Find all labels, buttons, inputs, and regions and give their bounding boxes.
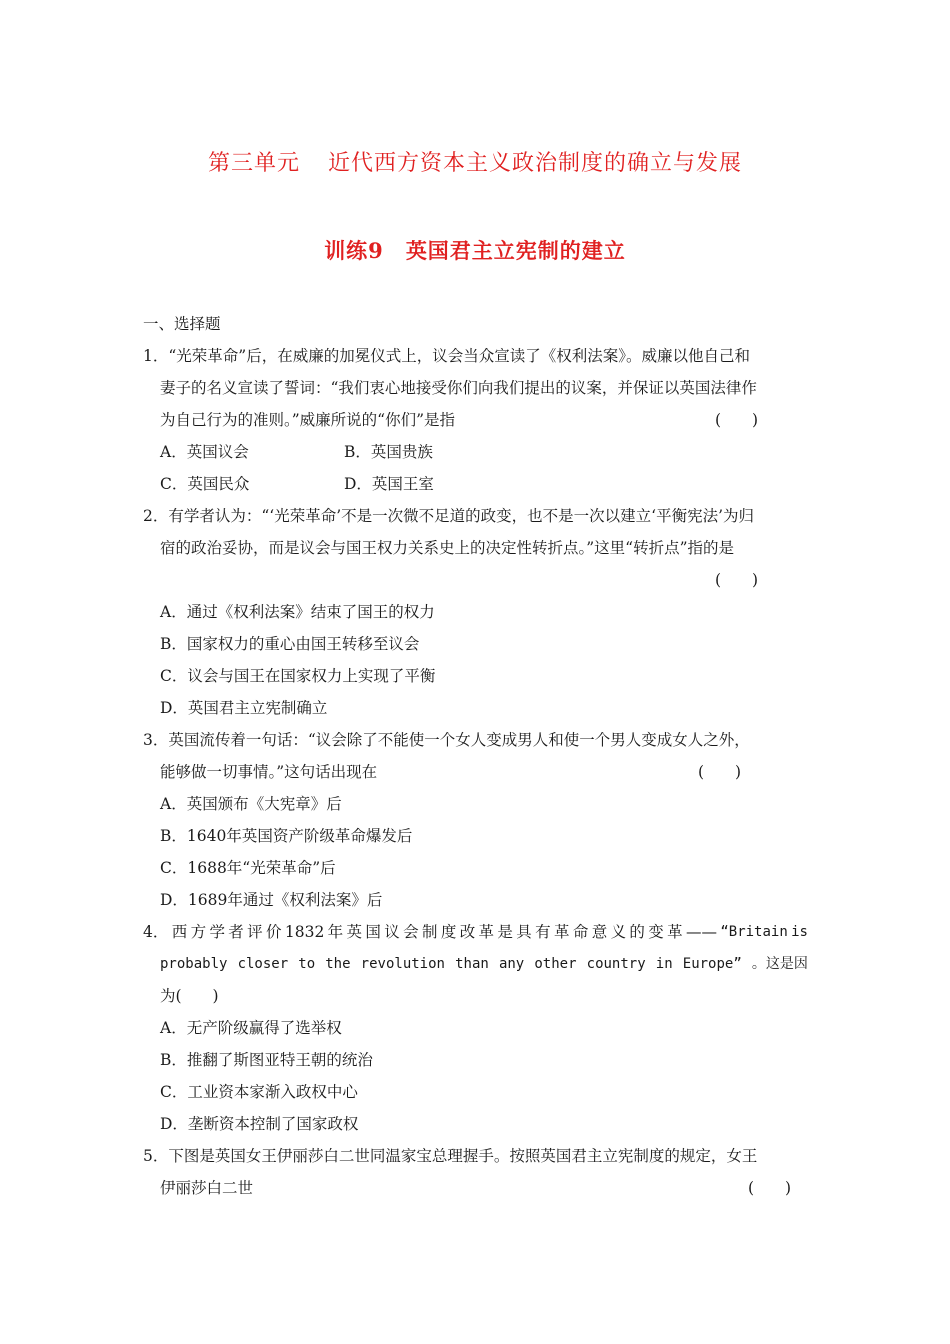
question-4	[143, 916, 808, 1140]
question-text-line	[143, 564, 808, 596]
question-text: 为自己行为的准则。”威廉所说的“你们”是指	[160, 411, 456, 429]
option-a[interactable]: A．无产阶级赢得了选举权	[160, 1019, 342, 1037]
question-text-line: 5．下图是英国女王伊丽莎白二世同温家宝总理握手。按照英国君主立宪制度的规定，女王	[143, 1147, 758, 1165]
option-row	[143, 468, 808, 500]
option-d[interactable]: D．1689年通过《权利法案》后	[160, 891, 383, 909]
option-a[interactable]: A．通过《权利法案》结束了国王的权力	[160, 603, 435, 621]
question-text-token: 改	[459, 923, 476, 941]
question-text-token: 命	[572, 923, 589, 941]
question-text-token: 的	[629, 923, 645, 941]
question-text-token: probably	[160, 956, 228, 972]
question-text-line: 妻子的名义宣读了誓词：“我们衷心地接受你们向我们提出的议案，并保证以英国法律作	[160, 379, 757, 397]
question-text-token: any	[498, 956, 525, 972]
question-text-line: 2．有学者认为：“‘光荣革命’不是一次微不足道的政变，也不是一次以建立‘平衡宪法’为归	[143, 507, 754, 525]
question-text-token: 价	[266, 923, 282, 941]
question-text-token: 方	[190, 923, 207, 941]
option-a[interactable]: A．英国议会	[160, 443, 249, 461]
question-text-token: country	[586, 956, 646, 972]
question-text-token: 制	[421, 923, 438, 941]
option-b[interactable]: B．1640年英国资产阶级革命爆发后	[160, 827, 413, 845]
option-a[interactable]: A．英国颁布《大宪章》后	[160, 795, 342, 813]
question-text-token: 1832	[284, 923, 325, 941]
question-text-token: 具	[516, 923, 532, 941]
question-text-line: 宿的政治妥协，而是议会与国王权力关系史上的决定性转折点。”这里“转折点”指的是	[160, 539, 735, 557]
section-heading: 一、选择题	[143, 315, 221, 333]
drill-title	[0, 235, 950, 265]
question-text-token: 革	[553, 923, 570, 941]
option-c[interactable]: C．英国民众	[160, 475, 250, 493]
question-text-token: 变	[648, 923, 664, 941]
question-text-token: than	[455, 956, 489, 972]
unit-name: 近代西方资本主义政治制度的确立与发展	[328, 151, 743, 176]
question-text-token: is	[791, 924, 808, 940]
question-text-token: 年	[327, 923, 344, 941]
unit-label: 第三单元	[207, 151, 300, 176]
question-text: 能够做一切事情。”这句话出现在	[160, 763, 378, 781]
question-text-token: to	[298, 956, 316, 972]
question-text-token: 国	[365, 923, 381, 941]
question-text-token: 英	[346, 923, 363, 941]
question-text-token: 革	[478, 923, 495, 941]
option-b[interactable]: B．国家权力的重心由国王转移至议会	[160, 635, 420, 653]
question-text-token: 意	[591, 923, 608, 941]
option-d[interactable]: D．垄断资本控制了国家政权	[160, 1115, 359, 1133]
question-text-line	[143, 756, 808, 788]
question-text-line	[143, 404, 808, 436]
question-text: 伊丽莎白二世	[160, 1179, 254, 1197]
unit-title	[0, 146, 950, 177]
question-text-token: ——	[686, 923, 717, 941]
question-text-token: 是	[497, 923, 513, 941]
option-row	[143, 436, 808, 468]
answer-blank[interactable]: ( )	[715, 411, 759, 429]
question-text-token: revolution	[360, 956, 445, 972]
question-text-token: other	[534, 956, 577, 972]
option-c[interactable]: C．议会与国王在国家权力上实现了平衡	[160, 667, 436, 685]
question-1	[143, 340, 808, 500]
question-list	[143, 308, 808, 1204]
question-text-token: in	[655, 956, 673, 972]
option-b[interactable]: B．英国贵族	[344, 443, 433, 461]
option-d[interactable]: D．英国君主立宪制确立	[160, 699, 328, 717]
question-text-token: 。这是因	[751, 956, 808, 972]
question-text-line: 1．“光荣革命”后，在威廉的加冕仪式上，议会当众宣读了《权利法案》。威廉以他自己和	[143, 347, 750, 365]
question-text-token: closer	[237, 956, 289, 972]
question-text-line: 3．英国流传着一句话：“议会除了不能使一个女人变成男人和使一个男人变成女人之外，	[143, 731, 750, 749]
question-text-line	[143, 916, 808, 948]
option-c[interactable]: C．1688年“光荣革命”后	[160, 859, 336, 877]
question-text-line: 为( )	[160, 987, 219, 1005]
answer-blank[interactable]: ( )	[698, 763, 742, 781]
question-text-token: 革	[667, 923, 683, 941]
question-text-token: 评	[247, 923, 263, 941]
question-2	[143, 500, 808, 724]
question-3	[143, 724, 808, 916]
question-text-token: 西	[171, 923, 188, 941]
question-text-token: 议	[384, 923, 400, 941]
drill-name: 英国君主立宪制的建立	[405, 238, 626, 263]
question-text-token: 度	[440, 923, 457, 941]
option-b[interactable]: B．推翻了斯图亚特王朝的统治	[160, 1051, 373, 1069]
question-5	[143, 1140, 808, 1204]
option-c[interactable]: C．工业资本家渐入政权中心	[160, 1083, 358, 1101]
question-text-token: 有	[535, 923, 551, 941]
answer-blank[interactable]: ( )	[748, 1179, 792, 1197]
question-text-token: the	[325, 956, 351, 972]
question-text-line	[143, 1172, 808, 1204]
question-text-token: 者	[228, 923, 244, 941]
answer-blank[interactable]: ( )	[715, 571, 759, 589]
question-text-line	[143, 948, 808, 980]
option-d[interactable]: D．英国王室	[344, 475, 434, 493]
question-text-token: “Britain	[720, 924, 788, 940]
question-text-token: Europe”	[682, 956, 742, 972]
question-text-token: 会	[403, 923, 419, 941]
drill-label: 训练9	[324, 238, 384, 263]
question-text-token: 学	[209, 923, 225, 941]
question-text-token: 义	[610, 923, 627, 941]
question-text-token: 4．	[143, 923, 169, 941]
